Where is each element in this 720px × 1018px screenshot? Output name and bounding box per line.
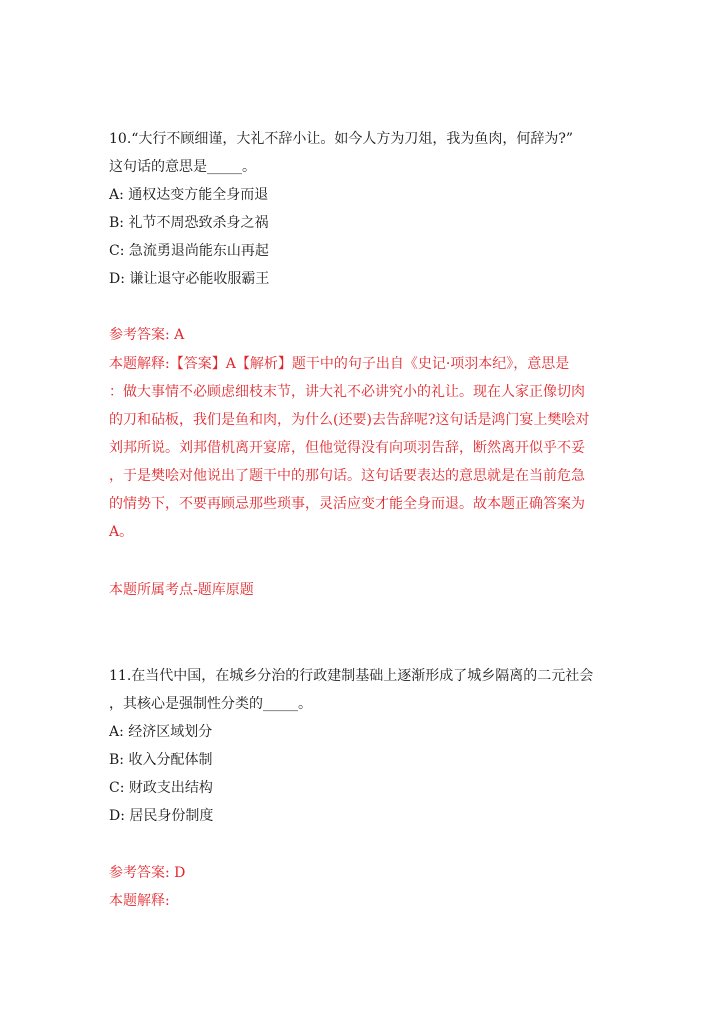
q11-option-b: B: 收入分配体制 bbox=[109, 752, 213, 768]
q11-stem-line-1: 11.在当代中国，在城乡分治的行政建制基础上逐渐形成了城乡隔离的二元社会 bbox=[109, 668, 594, 684]
q11-option-a: A: 经济区域划分 bbox=[109, 724, 213, 740]
q10-option-a: A: 通权达变方能全身而退 bbox=[109, 187, 269, 203]
q11-option-c: C: 财政支出结构 bbox=[109, 780, 213, 796]
q10-explanation-line: ：做大事情不必顾虑细枝末节，讲大礼不必讲究小的礼让。现在人家正像切肉 bbox=[109, 384, 585, 400]
q11-answer: 参考答案: D bbox=[109, 865, 186, 881]
q10-explanation-line: A。 bbox=[109, 524, 134, 540]
q10-explanation-line: 本题解释:【答案】A【解析】题干中的句子出自《史记·项羽本纪》，意思是 bbox=[109, 356, 570, 372]
q10-option-d: D: 谦让退守必能收服霸王 bbox=[109, 271, 270, 287]
q10-stem-line-2: 这句话的意思是_____。 bbox=[109, 159, 256, 175]
q10-answer: 参考答案: A bbox=[109, 327, 185, 343]
q10-explanation-line: 的情势下，不要再顾忌那些琐事，灵活应变才能全身而退。故本题正确答案为 bbox=[109, 496, 585, 512]
q11-stem-line-2: ，其核心是强制性分类的_____。 bbox=[109, 696, 312, 712]
q10-stem-line-1: 10.“大行不顾细谨，大礼不辞小让。如今人方为刀俎，我为鱼肉，何辞为?” bbox=[109, 131, 574, 147]
q10-explanation-line: 刘邦所说。刘邦借机离开宴席，但他觉得没有向项羽告辞，断然离开似乎不妥 bbox=[109, 440, 585, 456]
q10-option-c: C: 急流勇退尚能东山再起 bbox=[109, 243, 269, 259]
q10-option-b: B: 礼节不周恐致杀身之祸 bbox=[109, 215, 269, 231]
q10-explanation-line: ，于是樊哙对他说出了题干中的那句话。这句话要表达的意思就是在当前危急 bbox=[109, 468, 585, 484]
q11-option-d: D: 居民身份制度 bbox=[109, 808, 214, 824]
q10-explanation-line: 的刀和砧板，我们是鱼和肉，为什么(还要)去告辞呢?这句话是鸿门宴上樊哙对 bbox=[109, 412, 590, 428]
q11-explanation-label: 本题解释: bbox=[109, 893, 170, 909]
q10-knowledge-point: 本题所属考点-题库原题 bbox=[109, 582, 254, 598]
